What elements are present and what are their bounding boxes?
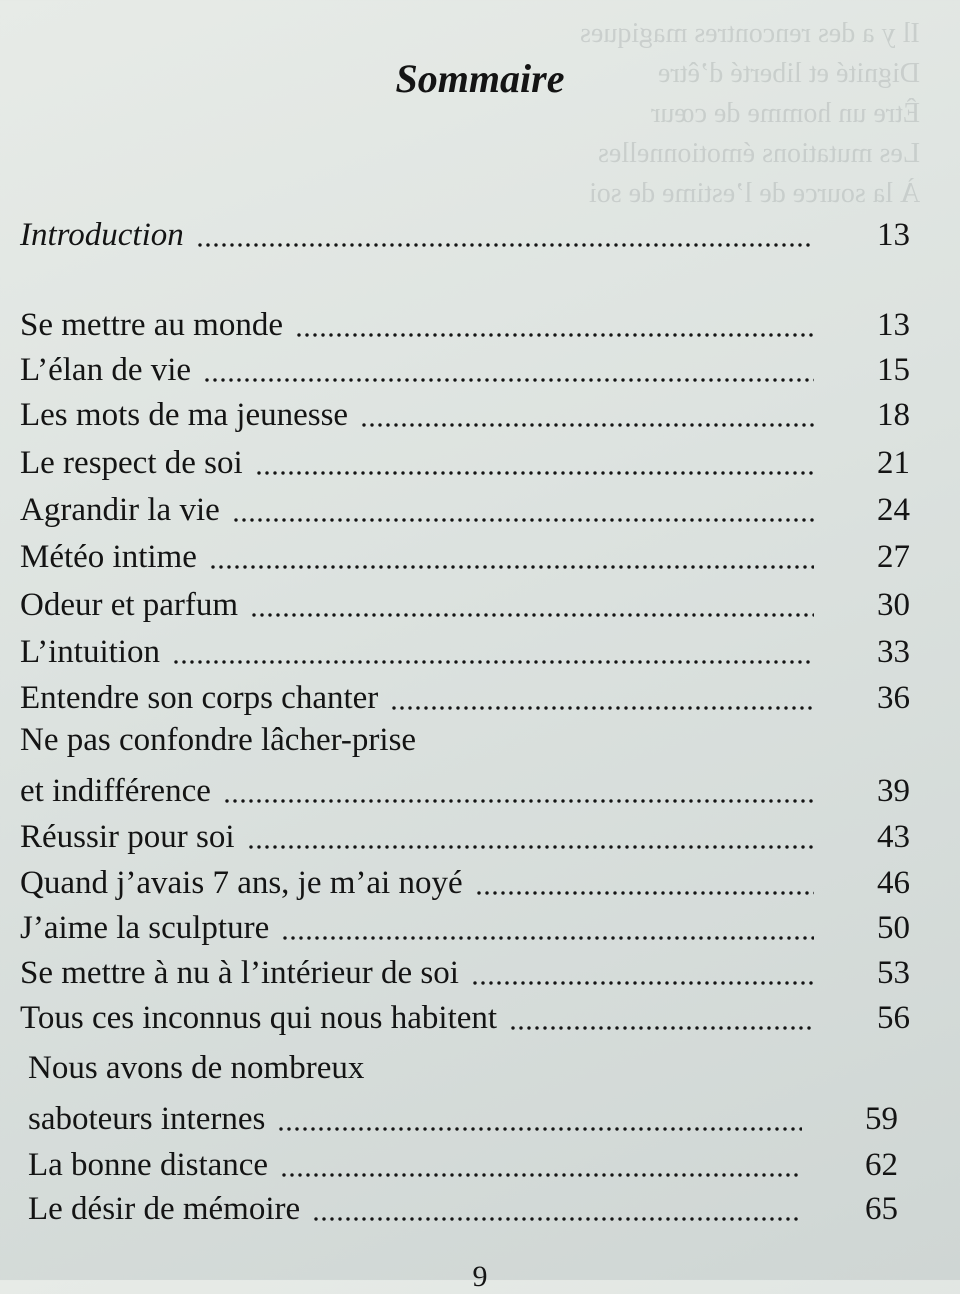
toc-entry-page: 50 xyxy=(877,910,910,946)
toc-entry-page: 13 xyxy=(877,307,910,343)
toc-entry-label: J’aime la sculpture xyxy=(20,910,270,946)
toc-entry-label: Quand j’avais 7 ans, je m’ai noyé xyxy=(20,865,463,901)
dot-leader xyxy=(295,310,814,338)
toc-entry-page: 65 xyxy=(865,1191,898,1227)
dot-leader xyxy=(471,958,814,986)
toc-entry-label: Entendre son corps chanter xyxy=(20,680,379,716)
dot-leader xyxy=(280,1150,802,1178)
toc-entry-page: 62 xyxy=(865,1147,898,1183)
dot-leader xyxy=(255,448,814,476)
toc-entry-label: Réussir pour soi xyxy=(20,819,235,855)
dot-leader xyxy=(172,637,814,665)
toc-entry xyxy=(20,300,910,344)
toc-entry-label: et indifférence xyxy=(20,773,211,809)
dot-leader xyxy=(281,913,814,941)
toc-entry xyxy=(20,766,910,810)
toc-entry-label: Introduction xyxy=(20,217,184,253)
dot-leader xyxy=(509,1003,814,1031)
toc-entry-page: 33 xyxy=(877,634,910,670)
toc-entry-page: 59 xyxy=(865,1101,898,1137)
toc-entry-label: Se mettre au monde xyxy=(20,307,284,343)
toc-entry xyxy=(20,812,910,856)
toc-entry-label: Les mots de ma jeunesse xyxy=(20,397,349,433)
page-title: Sommaire xyxy=(395,55,565,101)
toc-entry xyxy=(20,438,910,482)
folio-page-number: 9 xyxy=(472,1260,488,1293)
toc-entry xyxy=(20,673,910,717)
toc-entry-label: Météo intime xyxy=(20,539,197,575)
toc-entry-introduction xyxy=(20,210,910,254)
toc-entry xyxy=(28,1094,898,1138)
toc-entry xyxy=(20,345,910,389)
dot-leader xyxy=(196,220,814,248)
toc-entry-page: 24 xyxy=(877,492,910,528)
toc-entry-page: 15 xyxy=(877,352,910,388)
toc-entry xyxy=(20,390,910,434)
toc-entry xyxy=(20,903,910,947)
toc-entry-page: 18 xyxy=(877,397,910,433)
toc-entry-label: Le respect de soi xyxy=(20,445,243,481)
toc-entry-label-line1: Nous avons de nombreux xyxy=(28,1050,365,1086)
toc-entry-page: 46 xyxy=(877,865,910,901)
toc-entry xyxy=(20,948,910,992)
toc-entry-page: 13 xyxy=(877,217,910,253)
toc-entry-label: Agrandir la vie xyxy=(20,492,220,528)
dot-leader xyxy=(277,1104,802,1132)
toc-entry-page: 56 xyxy=(877,1000,910,1036)
toc-entry-label: La bonne distance xyxy=(28,1147,269,1183)
toc-entry-label: Le désir de mémoire xyxy=(28,1191,301,1227)
dot-leader xyxy=(390,683,814,711)
toc-entry-page: 36 xyxy=(877,680,910,716)
dot-leader xyxy=(250,590,814,618)
toc-entry-label: Tous ces inconnus qui nous habitent xyxy=(20,1000,498,1036)
toc-entry xyxy=(20,627,910,671)
toc-entry xyxy=(20,580,910,624)
toc-entry xyxy=(20,532,910,576)
toc-entry-page: 53 xyxy=(877,955,910,991)
dot-leader xyxy=(247,822,815,850)
toc-entry-label: L’élan de vie xyxy=(20,352,192,388)
toc-entry-label: L’intuition xyxy=(20,634,160,670)
toc-entry-label: saboteurs internes xyxy=(28,1101,266,1137)
toc-entry-page: 43 xyxy=(877,819,910,855)
dot-leader xyxy=(360,400,814,428)
toc-entry xyxy=(28,1140,898,1184)
toc-entry xyxy=(28,1184,898,1228)
toc-entry xyxy=(20,485,910,529)
dot-leader xyxy=(223,776,814,804)
dot-leader xyxy=(203,355,814,383)
toc-entry-page: 21 xyxy=(877,445,910,481)
toc-entry xyxy=(20,993,910,1037)
toc-entry-label-line1: Ne pas confondre lâcher-prise xyxy=(20,722,417,758)
toc-entry-label: Odeur et parfum xyxy=(20,587,239,623)
toc-entry xyxy=(20,858,910,902)
dot-leader xyxy=(312,1194,802,1222)
dot-leader xyxy=(232,495,814,523)
toc-entry-page: 27 xyxy=(877,539,910,575)
toc-entry-page: 30 xyxy=(877,587,910,623)
dot-leader xyxy=(475,868,814,896)
dot-leader xyxy=(209,542,814,570)
toc-entry-label: Se mettre à nu à l’intérieur de soi xyxy=(20,955,459,991)
toc-entry-page: 39 xyxy=(877,773,910,809)
